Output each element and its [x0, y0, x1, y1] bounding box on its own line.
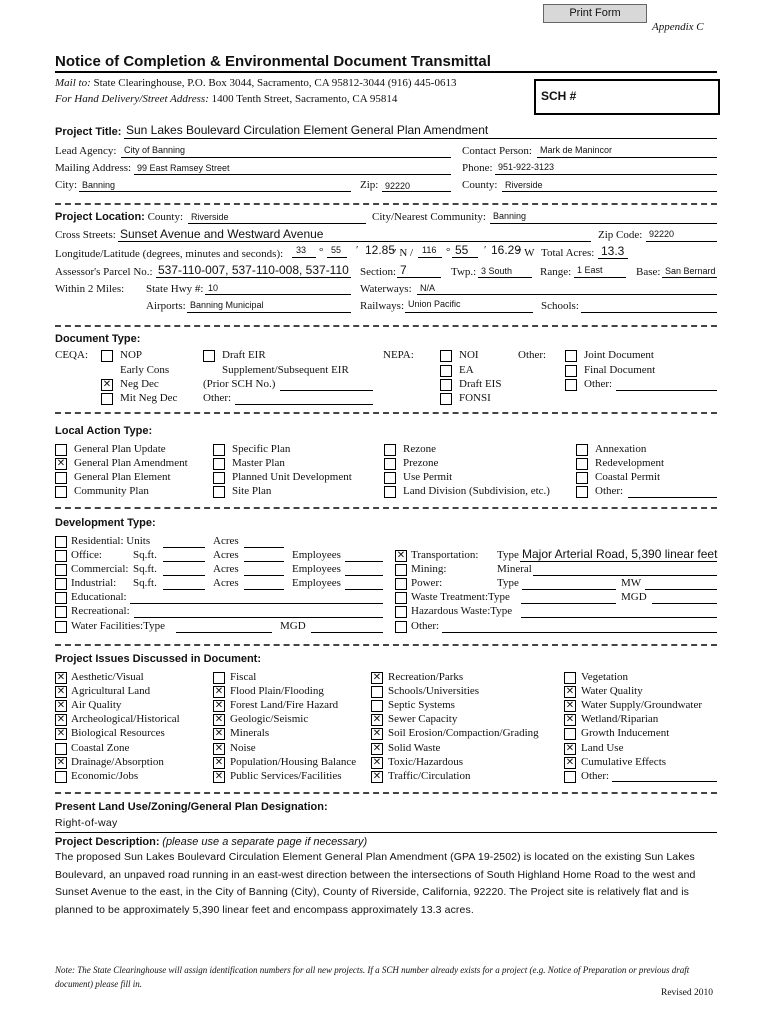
local-action-c4-3-label: Other:: [595, 485, 624, 497]
waste-treatment-label: Waste Treatment:Type: [411, 591, 510, 603]
local-action-c4-0-label: Annexation: [595, 443, 647, 455]
range-field[interactable]: 1 East: [577, 265, 603, 275]
dev-other-label: Other:: [411, 620, 440, 632]
local-action-c1-0-checkbox[interactable]: [55, 444, 67, 456]
other-document-checkbox[interactable]: [565, 379, 577, 391]
commercial-label: Commercial:: [71, 563, 129, 575]
recreational-checkbox[interactable]: [55, 606, 67, 618]
issue-c1-0-label: Aesthetic/Visual: [71, 671, 144, 683]
issue-c4-2-checkbox[interactable]: ✕: [565, 700, 575, 711]
issue-c4-4-checkbox[interactable]: [564, 728, 576, 740]
water-facilities-label: Water Facilities:Type: [71, 620, 165, 632]
waterways-label: Waterways:: [360, 283, 412, 295]
nearest-community-label: City/Nearest Community:: [372, 211, 486, 223]
total-acres-label: Total Acres:: [541, 247, 595, 259]
educational-checkbox[interactable]: [55, 592, 67, 604]
revised-label: Revised 2010: [661, 988, 713, 998]
lon-degrees-field[interactable]: 33: [296, 245, 307, 255]
issue-c2-0-label: Fiscal: [230, 671, 257, 683]
project-description-heading: Project Description:: [55, 836, 160, 848]
mailing-address-field[interactable]: 99 East Ramsey Street: [137, 163, 230, 173]
commercial-sqft-label: Sq.ft.: [133, 563, 157, 575]
waste-mgd-label: MGD: [621, 591, 647, 603]
lat-minutes-field[interactable]: 55: [455, 243, 469, 257]
issue-c1-3-checkbox[interactable]: ✕: [56, 714, 66, 725]
local-action-c2-0-checkbox[interactable]: [213, 444, 225, 456]
sch-number-box[interactable]: [534, 79, 720, 115]
issue-c1-1-checkbox[interactable]: ✕: [56, 686, 66, 697]
commercial-employees-label: Employees: [292, 563, 341, 575]
mit-neg-dec-checkbox[interactable]: [101, 393, 113, 405]
project-title-label: Project Title:: [55, 126, 122, 138]
nop-label: NOP: [120, 349, 143, 361]
lat-seconds-field[interactable]: 16.29: [491, 243, 522, 257]
form-title: Notice of Completion & Environmental Document Transmittal: [55, 53, 491, 70]
power-checkbox[interactable]: [395, 578, 407, 590]
supplement-eir-label: Supplement/Subsequent EIR: [222, 364, 349, 376]
issue-c3-7-label: Traffic/Circulation: [388, 770, 471, 782]
issue-c2-3-label: Geologic/Seismic: [230, 713, 309, 725]
waterways-field[interactable]: N/A: [420, 283, 436, 293]
lon-minutes-field[interactable]: 55: [331, 245, 342, 255]
issue-c3-2-label: Septic Systems: [388, 699, 455, 711]
issue-c2-0-checkbox[interactable]: [213, 672, 225, 684]
county-field[interactable]: Riverside: [505, 180, 543, 190]
land-use-field[interactable]: Right-of-way: [55, 817, 118, 829]
issue-c4-4-label: Growth Inducement: [581, 727, 670, 739]
issue-c3-3-checkbox[interactable]: ✕: [372, 714, 382, 725]
issue-c3-3-label: Sewer Capacity: [388, 713, 458, 725]
airports-field[interactable]: Banning Municipal: [190, 300, 264, 310]
degree-symbol-2: °: [446, 246, 451, 258]
twp-label: Twp.:: [451, 266, 477, 278]
local-action-c1-0-label: General Plan Update: [74, 443, 166, 455]
prior-sch-label: (Prior SCH No.): [203, 378, 276, 390]
local-action-c3-2-checkbox[interactable]: [384, 472, 396, 484]
fonsi-checkbox[interactable]: [440, 393, 452, 405]
water-facilities-checkbox[interactable]: [55, 621, 67, 633]
cross-streets-label: Cross Streets:: [55, 229, 116, 241]
zip-code-field[interactable]: 92220: [649, 229, 675, 239]
transportation-label: Transportation:: [411, 549, 479, 561]
local-action-c2-3-label: Site Plan: [232, 485, 272, 497]
office-label: Office:: [71, 549, 102, 561]
hazardous-waste-label: Hazardous Waste:Type: [411, 605, 513, 617]
local-action-c2-1-checkbox[interactable]: [213, 458, 225, 470]
sch-label: SCH #: [541, 89, 577, 103]
power-label: Power:: [411, 577, 443, 589]
location-county-field[interactable]: Riverside: [191, 212, 229, 222]
zip-label: Zip:: [360, 179, 379, 191]
neg-dec-checkbox[interactable]: ✕: [102, 379, 112, 390]
issue-c3-6-label: Toxic/Hazardous: [388, 756, 463, 768]
educational-label: Educational:: [71, 591, 127, 603]
office-checkbox[interactable]: [55, 550, 67, 562]
office-sqft-label: Sq.ft.: [133, 549, 157, 561]
north-suffix: ″ N /: [392, 247, 414, 259]
document-type-heading: Document Type:: [55, 333, 141, 345]
land-use-heading: Present Land Use/Zoning/General Plan Designation:: [55, 801, 328, 813]
city-label: City:: [55, 179, 78, 191]
ceqa-label: CEQA:: [55, 349, 88, 361]
schools-label: Schools:: [541, 300, 579, 312]
project-issues-heading: Project Issues Discussed in Document:: [55, 653, 262, 665]
local-action-c2-3-checkbox[interactable]: [213, 486, 225, 498]
draft-eir-checkbox[interactable]: [203, 350, 215, 362]
industrial-label: Industrial:: [71, 577, 117, 589]
project-description-note: (please use a separate page if necessary): [162, 836, 368, 848]
issue-c2-1-checkbox[interactable]: ✕: [214, 686, 224, 697]
noi-label: NOI: [459, 349, 479, 361]
cross-streets-field[interactable]: Sunset Avenue and Westward Avenue: [120, 227, 324, 241]
issue-c2-6-label: Population/Housing Balance: [230, 756, 357, 768]
lead-agency-label: Lead Agency:: [55, 145, 117, 157]
phone-field[interactable]: 951-922-3123: [498, 162, 555, 172]
issue-c3-1-checkbox[interactable]: [371, 686, 383, 698]
industrial-sqft-label: Sq.ft.: [133, 577, 157, 589]
minute-symbol: ′: [356, 244, 359, 256]
transportation-type-field[interactable]: Major Arterial Road, 5,390 linear feet: [522, 547, 718, 561]
issue-c3-4-checkbox[interactable]: ✕: [372, 728, 382, 739]
nepa-other-label: Other:: [518, 349, 547, 361]
mineral-label: Mineral: [497, 563, 532, 575]
issue-c1-0-checkbox[interactable]: ✕: [56, 672, 66, 683]
base-label: Base:: [636, 266, 661, 278]
zip-code-label: Zip Code:: [598, 229, 643, 241]
nepa-label: NEPA:: [383, 349, 414, 361]
location-county-label: County:: [147, 211, 184, 223]
local-action-c1-1-label: General Plan Amendment: [74, 457, 188, 469]
mail-to-label: Mail to:: [55, 77, 91, 89]
water-mgd-label: MGD: [280, 620, 306, 632]
draft-eis-label: Draft EIS: [459, 378, 502, 390]
project-location-label: Project Location:: [55, 211, 145, 223]
joint-document-label: Joint Document: [584, 349, 654, 361]
issue-c2-2-label: Forest Land/Fire Hazard: [230, 699, 339, 711]
waste-treatment-checkbox[interactable]: [395, 592, 407, 604]
local-action-c3-3-checkbox[interactable]: [384, 486, 396, 498]
issue-c4-0-label: Vegetation: [581, 671, 629, 683]
issue-c4-3-label: Wetland/Riparian: [581, 713, 659, 725]
local-action-c4-1-label: Redevelopment: [595, 457, 665, 469]
issue-c4-6-checkbox[interactable]: ✕: [565, 757, 575, 768]
issue-c3-5-label: Solid Waste: [388, 742, 441, 754]
local-action-c3-0-label: Rezone: [403, 443, 436, 455]
issue-c4-5-checkbox[interactable]: ✕: [565, 743, 575, 754]
local-action-c3-0-checkbox[interactable]: [384, 444, 396, 456]
long-lat-label: Longitude/Latitude (degrees, minutes and seconds):: [55, 248, 284, 260]
issue-c3-0-checkbox[interactable]: ✕: [372, 672, 382, 683]
local-action-c4-3-checkbox[interactable]: [576, 486, 588, 498]
railways-label: Railways:: [360, 300, 404, 312]
local-action-c3-2-label: Use Permit: [403, 471, 453, 483]
mit-neg-dec-label: Mit Neg Dec: [120, 392, 178, 404]
degree-symbol: °: [319, 246, 324, 258]
mailing-address-label: Mailing Address:: [55, 162, 132, 174]
issue-c2-4-label: Minerals: [230, 727, 270, 739]
early-cons-label: Early Cons: [120, 364, 170, 376]
ea-checkbox[interactable]: [440, 365, 452, 377]
issue-c2-7-checkbox[interactable]: ✕: [214, 771, 224, 782]
issue-c2-5-label: Noise: [230, 742, 256, 754]
issue-c2-7-label: Public Services/Facilities: [230, 770, 342, 782]
issue-c1-7-checkbox[interactable]: [55, 771, 67, 783]
phone-label: Phone:: [462, 162, 493, 174]
nop-checkbox[interactable]: [101, 350, 113, 362]
print-form-button[interactable]: Print Form: [543, 4, 647, 23]
state-hwy-field[interactable]: 10: [208, 283, 219, 293]
development-type-heading: Development Type:: [55, 517, 156, 529]
range-label: Range:: [540, 266, 572, 278]
west-suffix: ″ W: [517, 247, 535, 259]
local-action-c2-1-label: Master Plan: [232, 457, 285, 469]
dev-other-checkbox[interactable]: [395, 621, 407, 633]
joint-document-checkbox[interactable]: [565, 350, 577, 362]
local-action-c1-1-checkbox[interactable]: ✕: [56, 458, 66, 469]
office-employees-label: Employees: [292, 549, 341, 561]
local-action-c2-0-label: Specific Plan: [232, 443, 291, 455]
local-action-c3-3-label: Land Division (Subdivision, etc.): [403, 485, 550, 497]
section-field[interactable]: 7: [400, 263, 407, 277]
issue-c3-2-checkbox[interactable]: [371, 700, 383, 712]
local-action-c2-2-label: Planned Unit Development: [232, 471, 352, 483]
nearest-community-field[interactable]: Banning: [493, 211, 527, 221]
issue-c1-2-label: Air Quality: [71, 699, 122, 711]
other-document-label: Other:: [584, 378, 613, 390]
doc-other-label: Other:: [203, 392, 232, 404]
twp-field[interactable]: 3 South: [481, 266, 513, 276]
issue-c2-6-checkbox[interactable]: ✕: [214, 757, 224, 768]
issue-c4-7-label: Other:: [581, 770, 610, 782]
ea-label: EA: [459, 364, 474, 376]
issue-c4-1-checkbox[interactable]: ✕: [565, 686, 575, 697]
base-field[interactable]: San Bernard: [665, 266, 716, 276]
issue-c3-0-label: Recreation/Parks: [388, 671, 464, 683]
minute-symbol-2: ′: [484, 244, 487, 256]
residential-acres-label: Acres: [213, 535, 239, 547]
commercial-checkbox[interactable]: [55, 564, 67, 576]
office-acres-label: Acres: [213, 549, 239, 561]
mining-checkbox[interactable]: [395, 564, 407, 576]
issue-c1-2-checkbox[interactable]: ✕: [56, 700, 66, 711]
local-action-c1-2-checkbox[interactable]: [55, 472, 67, 484]
issue-c4-1-label: Water Quality: [581, 685, 643, 697]
draft-eis-checkbox[interactable]: [440, 379, 452, 391]
issue-c1-4-label: Biological Resources: [71, 727, 165, 739]
local-action-c1-2-label: General Plan Element: [74, 471, 171, 483]
assessor-parcel-field[interactable]: 537-110-007, 537-110-008, 537-110: [158, 263, 349, 277]
issue-c4-2-label: Water Supply/Groundwater: [581, 699, 702, 711]
issue-c2-5-checkbox[interactable]: ✕: [214, 743, 224, 754]
issue-c4-5-label: Land Use: [581, 742, 624, 754]
hand-delivery-address: 1400 Tenth Street, Sacramento, CA 95814: [211, 93, 398, 105]
hand-delivery-label: For Hand Delivery/Street Address:: [55, 93, 209, 105]
total-acres-field[interactable]: 13.3: [601, 244, 625, 258]
local-action-c1-3-checkbox[interactable]: [55, 486, 67, 498]
hazardous-waste-checkbox[interactable]: [395, 606, 407, 618]
appendix-label: Appendix C: [652, 21, 704, 33]
lead-agency-field[interactable]: City of Banning: [124, 145, 186, 155]
project-title-field[interactable]: Sun Lakes Boulevard Circulation Element General Plan Amendment: [126, 123, 489, 137]
issue-c1-3-label: Archeological/Historical: [71, 713, 180, 725]
power-mw-label: MW: [621, 577, 642, 589]
issue-c2-2-checkbox[interactable]: ✕: [214, 700, 224, 711]
contact-person-label: Contact Person:: [462, 145, 532, 157]
local-action-c3-1-label: Prezone: [403, 457, 439, 469]
lat-degrees-field[interactable]: 116: [422, 245, 437, 255]
airports-label: Airports:: [146, 300, 186, 312]
final-document-checkbox[interactable]: [565, 365, 577, 377]
transportation-checkbox[interactable]: ✕: [396, 550, 406, 561]
mail-to-address: State Clearinghouse, P.O. Box 3044, Sacramento, CA 95812-3044 (916) 445-0613: [93, 77, 457, 89]
state-hwy-label: State Hwy #:: [146, 283, 204, 295]
transportation-type-label: Type: [497, 549, 519, 561]
commercial-acres-label: Acres: [213, 563, 239, 575]
industrial-acres-label: Acres: [213, 577, 239, 589]
local-action-c4-1-checkbox[interactable]: [576, 458, 588, 470]
issue-c2-4-checkbox[interactable]: ✕: [214, 728, 224, 739]
issue-c3-4-label: Soil Erosion/Compaction/Grading: [388, 727, 539, 739]
issue-c1-1-label: Agricultural Land: [71, 685, 151, 697]
local-action-heading: Local Action Type:: [55, 425, 153, 437]
draft-eir-label: Draft EIR: [222, 349, 266, 361]
lon-seconds-field[interactable]: 12.85: [365, 243, 396, 257]
noi-checkbox[interactable]: [440, 350, 452, 362]
zip-field[interactable]: 92220: [385, 181, 411, 191]
issue-c1-7-label: Economic/Jobs: [71, 770, 139, 782]
county-label: County:: [462, 179, 498, 191]
final-document-label: Final Document: [584, 364, 656, 376]
assessor-parcel-label: Assessor's Parcel No.:: [55, 266, 153, 278]
issue-c2-1-label: Flood Plain/Flooding: [230, 685, 324, 697]
local-action-c1-3-label: Community Plan: [74, 485, 149, 497]
section-label: Section:: [360, 266, 397, 278]
city-field[interactable]: Banning: [82, 180, 116, 190]
industrial-employees-label: Employees: [292, 577, 341, 589]
issue-c4-3-checkbox[interactable]: ✕: [565, 714, 575, 725]
contact-person-field[interactable]: Mark de Manincor: [540, 145, 613, 155]
project-description-field[interactable]: The proposed Sun Lakes Boulevard Circulation Element General Plan Amendment (GPA 19-2502) is located on the existing Sun Lakes Boulevard, an unpaved road running in an east-west direction between the intersections of South Highland Home Road to the west and Sunset Avenue to the east, in the City of Banning (City), County of Riverside, California, 92220. The Project site is relatively flat and is planned to be approximately 5,390 linear feet and encompass approximately 13.3 acres.: [55, 851, 696, 916]
mining-label: Mining:: [411, 563, 447, 575]
issue-c3-7-checkbox[interactable]: ✕: [372, 771, 382, 782]
local-action-c3-1-checkbox[interactable]: [384, 458, 396, 470]
issue-c3-5-checkbox[interactable]: ✕: [372, 743, 382, 754]
local-action-c4-2-label: Coastal Permit: [595, 471, 661, 483]
issue-c1-5-checkbox[interactable]: [55, 743, 67, 755]
issue-c4-6-label: Cumulative Effects: [581, 756, 667, 768]
within-2-miles-label: Within 2 Miles:: [55, 283, 125, 295]
residential-label: Residential: Units: [71, 535, 151, 547]
issue-c1-4-checkbox[interactable]: ✕: [56, 728, 66, 739]
issue-c4-7-checkbox[interactable]: [564, 771, 576, 783]
local-action-c4-0-checkbox[interactable]: [576, 444, 588, 456]
fonsi-label: FONSI: [459, 392, 491, 404]
recreational-label: Recreational:: [71, 605, 130, 617]
issue-c1-5-label: Coastal Zone: [71, 742, 130, 754]
issue-c1-6-checkbox[interactable]: ✕: [56, 757, 66, 768]
issue-c3-1-label: Schools/Universities: [388, 685, 480, 697]
issue-c3-6-checkbox[interactable]: ✕: [372, 757, 382, 768]
local-action-c2-2-checkbox[interactable]: [213, 472, 225, 484]
footer-note: Note: The State Clearinghouse will assign identification numbers for all new projects. If a SCH number already exists for a project (e.g. Notice of Preparation or previous draft document) please fill in.: [55, 965, 690, 989]
residential-checkbox[interactable]: [55, 536, 67, 548]
neg-dec-label: Neg Dec: [120, 378, 159, 390]
issue-c2-3-checkbox[interactable]: ✕: [214, 714, 224, 725]
railways-field[interactable]: Union Pacific: [408, 299, 461, 309]
issue-c1-6-label: Drainage/Absorption: [71, 756, 164, 768]
industrial-checkbox[interactable]: [55, 578, 67, 590]
local-action-c4-2-checkbox[interactable]: [576, 472, 588, 484]
power-type-label: Type: [497, 577, 519, 589]
issue-c4-0-checkbox[interactable]: [564, 672, 576, 684]
